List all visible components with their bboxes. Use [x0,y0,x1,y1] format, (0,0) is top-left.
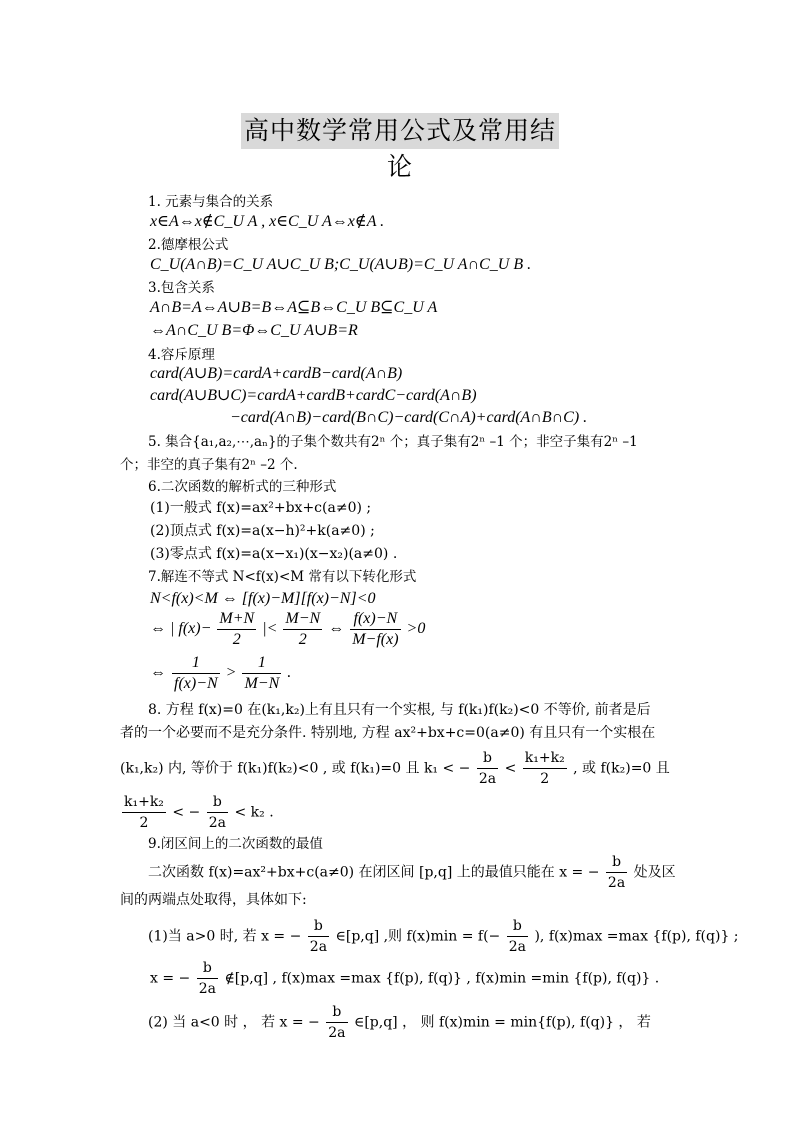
fraction [326,1002,347,1043]
section-7-line-2 [150,609,425,650]
text-span: ⇔ [328,620,345,638]
section-4-heading: 4.容斥原理 [148,347,215,363]
numerator: b [606,852,627,873]
denominator: M−N [244,675,280,692]
section-1-heading: 1. 元素与集合的关系 [148,194,274,210]
text-span: > [225,664,237,682]
section-8-line-3 [120,748,670,789]
section-6-item-2: (2)顶点式 f(x)=a(x−h)²+k(a≠0) ; [150,523,375,539]
denominator: 2a [309,939,328,955]
section-8-line-1: 8. 方程 f(x)=0 在(k₁,k₂)上有且只有一个实根, 与 f(k₁)f(k₂)<0 不等价, 前者是后 [148,702,651,718]
section-3-formula-1: A∩B=A⇔A∪B=B⇔A⊆B⇔C_U B⊆C_U A [150,299,438,316]
fraction [606,852,627,893]
section-3-heading: 3.包含关系 [148,280,215,296]
section-5-line-2: 个；非空的真子集有2ⁿ –2 个. [120,457,298,473]
numerator: M−N [283,609,322,630]
fraction [477,748,498,789]
section-4-formula-2: card(A∪B∪C)=cardA+cardB+cardC−card(A∩B) [150,387,477,404]
text-span: , 或 f(k₂)=0 且 [573,760,670,777]
numerator: f(x)−N [350,609,400,630]
text-span: ⇔ | f(x)− [150,620,212,638]
text-span: . [287,664,292,682]
text-span: (1)当 a>0 时, 若 x = − [148,928,302,945]
numerator: M+N [217,609,256,630]
numerator: 1 [172,653,220,674]
section-9-case-1-line-2 [150,958,659,999]
section-7-line-3 [150,653,291,694]
denominator: 2a [328,1025,346,1041]
section-3-formula-2: ⇔A∩C_U B=Φ⇔C_U A∪B=R [150,322,358,339]
denominator: 2 [298,631,307,648]
fraction [217,609,256,650]
section-1-formula: x∈A⇔x∉C_U A , x∈C_U A⇔x∉A . [150,213,385,230]
denominator: 2a [508,939,527,955]
denominator: 2a [208,815,227,831]
fraction [350,609,400,650]
denominator: f(x)−N [174,675,218,692]
numerator: 1 [242,653,281,674]
section-2-heading: 2.德摩根公式 [148,237,229,253]
document-title: 高中数学常用公式及常用结论 [241,113,559,149]
numerator: k₁+k₂ [523,748,567,769]
text-span: 二次函数 f(x)=ax²+bx+c(a≠0) 在闭区间 [p,q] 上的最值只能在 x = − [148,864,600,881]
section-9-case-2-line-1 [148,1002,651,1043]
section-4-formula-3: −card(A∩B)−card(B∩C)−card(C∩A)+card(A∩B∩C) . [230,409,588,426]
numerator: b [507,916,528,937]
section-6-heading: 6.二次函数的解析式的三种形式 [148,479,337,495]
section-4-formula-1: card(A∪B)=cardA+cardB−card(A∩B) [150,365,403,382]
fraction [507,916,528,957]
denominator: 2 [139,815,149,831]
denominator: 2 [232,631,241,648]
section-9-case-1-line-1 [148,916,739,957]
numerator: b [197,958,218,979]
numerator: b [207,792,228,813]
fraction [308,916,329,957]
numerator: b [308,916,329,937]
denominator: 2a [198,981,216,997]
text-span: ), f(x)max =max {f(p), f(q)} ; [534,928,739,945]
denominator: M−f(x) [352,631,399,648]
fraction [283,609,322,650]
fraction [197,958,218,999]
text-span: ∈[p,q] ,则 f(x)min = f(− [335,928,501,945]
denominator: 2a [478,771,497,787]
text-span: (k₁,k₂) 内, 等价于 f(k₁)f(k₂)<0 , 或 f(k₁)=0 且 k₁ < − [120,760,471,777]
numerator: b [477,748,498,769]
section-8-line-4 [120,792,274,833]
fraction [207,792,228,833]
text-span: (2) 当 a<0 时 ， 若 x = − [148,1014,320,1031]
section-6-item-3: (3)零点式 f(x)=a(x−x₁)(x−x₂)(a≠0) . [150,546,398,562]
text-span: ∈[p,q] ， 则 f(x)min = min{f(p), f(q)} ， 若 [353,1014,651,1031]
section-6-item-1: (1)一般式 f(x)=ax²+bx+c(a≠0) ; [150,500,372,516]
section-2-formula: C_U(A∩B)=C_U A∪C_U B;C_U(A∪B)=C_U A∩C_U B . [150,256,532,273]
fraction [122,792,166,833]
numerator: k₁+k₂ [122,792,166,813]
text-span: < [504,760,517,777]
text-span: ⇔ [150,664,166,682]
section-9-paragraph-line-1 [148,852,676,893]
denominator: 2 [540,771,550,787]
text-span: |< [262,620,278,638]
section-7-line-1: N<f(x)<M ⇔ [f(x)−M][f(x)−N]<0 [150,590,376,607]
fraction [523,748,567,789]
numerator: b [326,1002,347,1023]
section-8-line-2: 者的一个必要而不是充分条件. 特别地, 方程 ax²+bx+c=0(a≠0) 有且只有一个实根在 [120,725,656,741]
section-7-heading: 7.解连不等式 N<f(x)<M 常有以下转化形式 [148,569,417,585]
text-span: 处及区 [633,864,676,881]
section-9-heading: 9.闭区间上的二次函数的最值 [148,836,323,852]
text-span: ∉[p,q] , f(x)max =max {f(p), f(q)} , f(x)min =min {f(p), f(q)} . [224,970,660,987]
text-span: x = − [150,970,191,987]
text-span: < k₂ . [234,804,274,821]
section-5-line-1: 5. 集合{a₁,a₂,⋯,aₙ}的子集个数共有2ⁿ 个；真子集有2ⁿ –1 个；非空子集有2ⁿ –1 [148,434,638,450]
text-span: >0 [406,620,426,638]
fraction [242,653,281,694]
section-9-paragraph-line-2: 间的两端点处取得，具体如下: [120,892,307,908]
text-span: < − [172,804,201,821]
fraction [172,653,220,694]
denominator: 2a [607,875,626,891]
